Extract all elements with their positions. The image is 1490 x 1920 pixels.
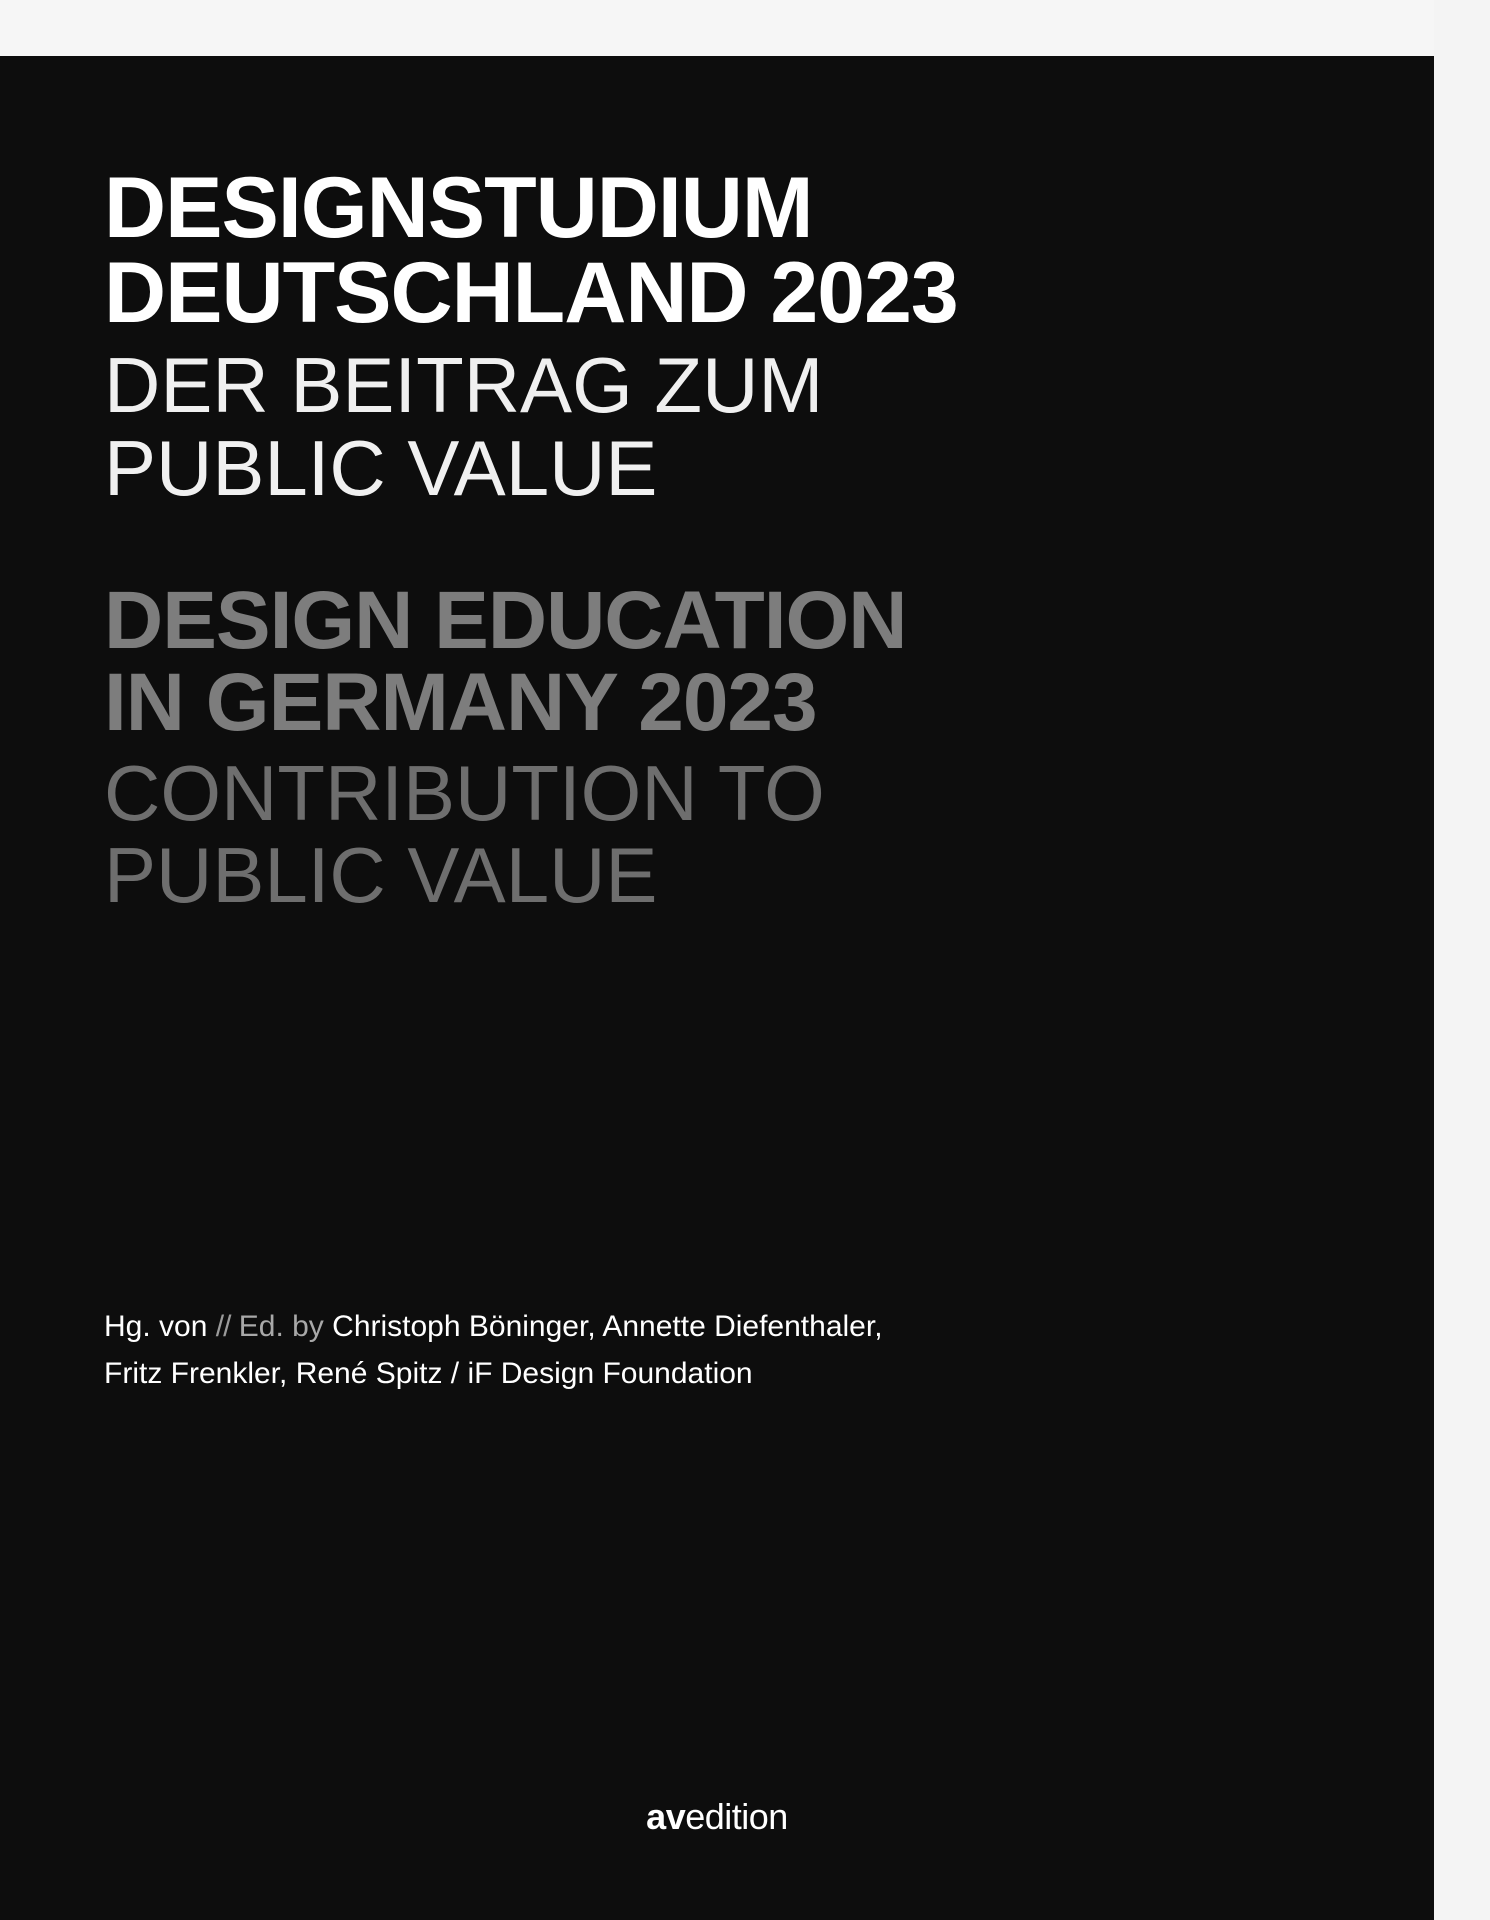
subtitle-german-line-2: PUBLIC VALUE	[104, 423, 658, 512]
subtitle-english-line-1: CONTRIBUTION TO	[104, 748, 825, 837]
editors-names-line-1: Christoph Böninger, Annette Diefenthaler,	[332, 1310, 883, 1343]
title-german-bold-line-1: DESIGNSTUDIUM	[104, 160, 813, 256]
cover-artwork	[0, 56, 1434, 1920]
editors-prefix-english: Ed. by	[238, 1310, 324, 1343]
title-english-bold-line-2: IN GERMANY 2023	[104, 656, 817, 748]
editors-prefix-german: Hg. von	[104, 1310, 208, 1343]
publisher-logo	[0, 1796, 1434, 1838]
title-german-bold-line-2: DEUTSCHLAND 2023	[104, 245, 958, 342]
publisher-logo-av: av	[646, 1796, 686, 1837]
editors-line-1	[104, 1304, 1204, 1351]
page-top-margin	[0, 0, 1490, 56]
cover-title-block	[104, 160, 1344, 920]
subtitle-german-line-1: DER BEITRAG ZUM	[104, 341, 824, 430]
editors-separator: //	[215, 1310, 231, 1343]
title-german-bold	[104, 160, 1344, 342]
editors-credit	[104, 1304, 1204, 1397]
subtitle-english	[104, 748, 1344, 920]
editors-line-2	[104, 1351, 1204, 1398]
subtitle-english-line-2: PUBLIC VALUE	[104, 831, 658, 920]
subtitle-german	[104, 341, 1344, 512]
editors-names-line-2: Fritz Frenkler, René Spitz / iF Design Foundation	[104, 1356, 753, 1390]
page-right-margin	[1434, 0, 1490, 1920]
publisher-logo-edition: edition	[685, 1796, 788, 1837]
title-english-bold	[104, 574, 1344, 748]
title-english-bold-line-1: DESIGN EDUCATION	[104, 574, 907, 666]
